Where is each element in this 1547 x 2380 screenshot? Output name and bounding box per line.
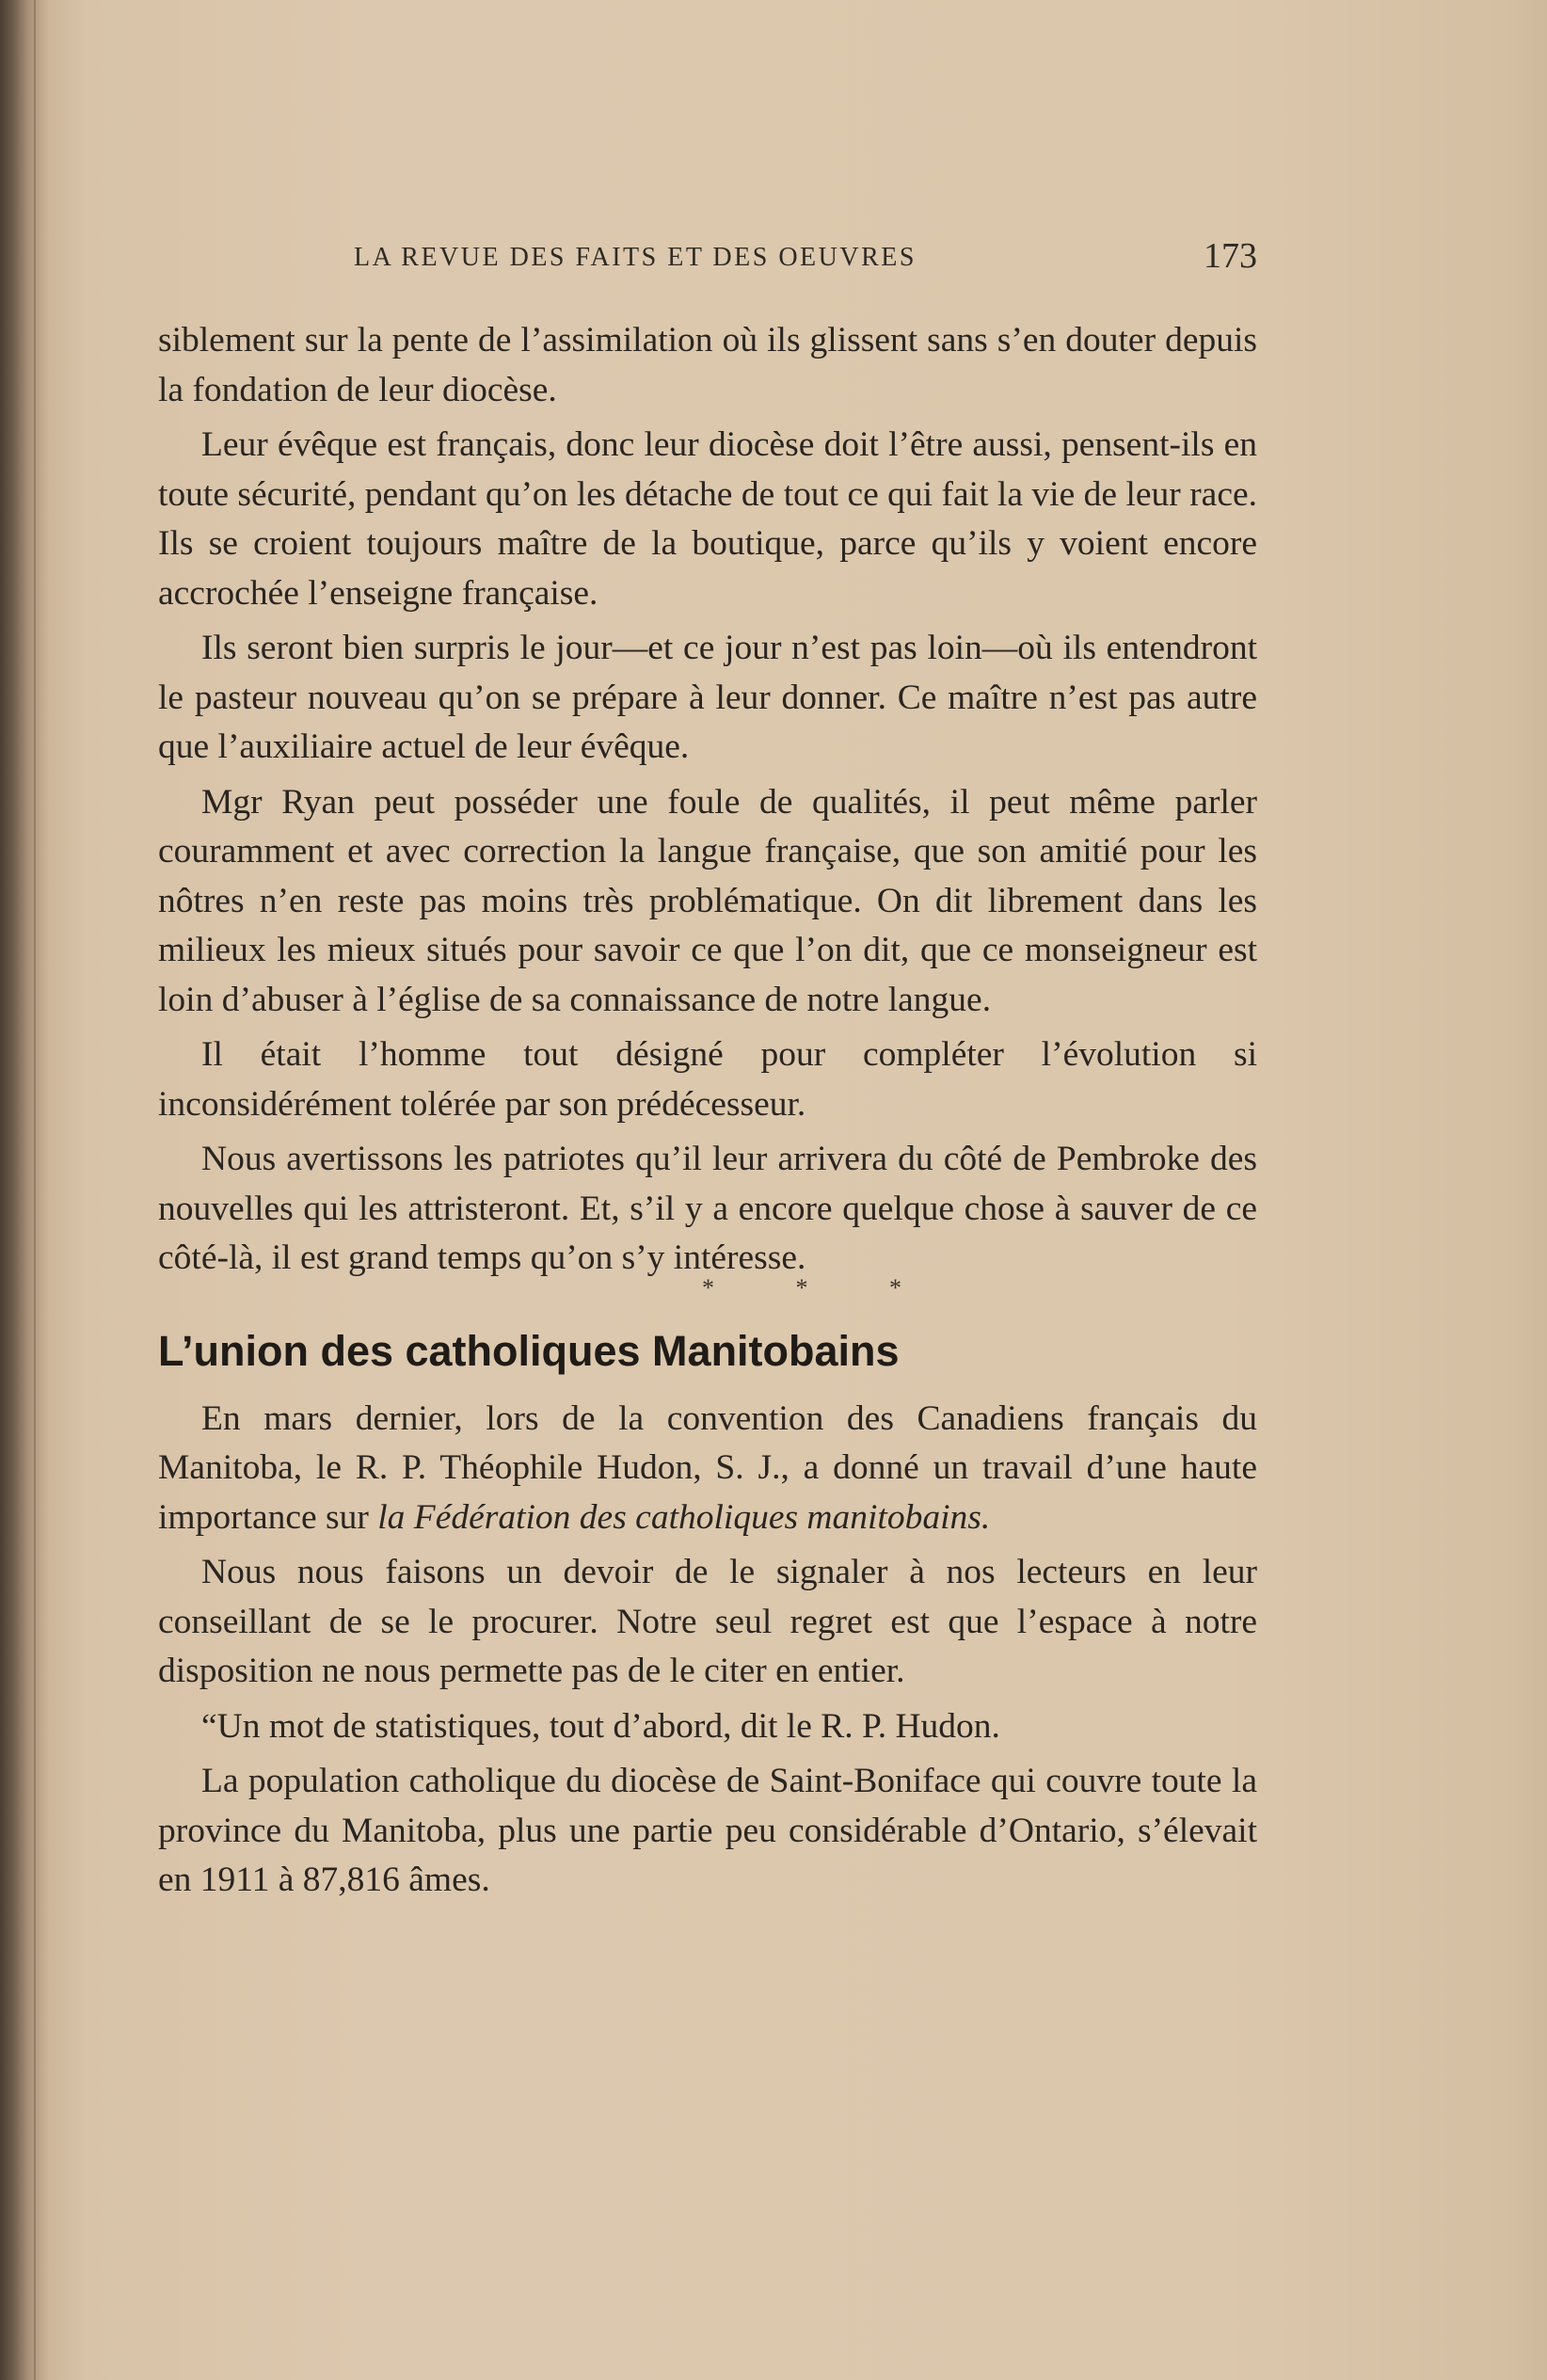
paragraph-text: En mars dernier, lors de la convention des Canadiens français du Manitoba, le R. P. Théophile Hudon, S. J., a donné un travail d’une haute importance sur [158,1398,1257,1537]
binding-shadow [34,0,36,2380]
paragraph: Ils seront bien surpris le jour—et ce jour n’est pas loin—où ils entendront le pasteur nouveau qu’on se prépare à leur donner. Ce maître n’est pas autre que l’auxiliaire actuel de leur évêque. [158,629,1257,766]
publication-title: la Fédération des catholiques manitobains. [377,1497,991,1537]
page-number: 173 [1204,236,1257,276]
paragraph: Mgr Ryan peut posséder une foule de qualités, il peut même parler couramment et avec correction la langue française, que son amitié pour les nôtres n’en reste pas moins très problématique. On dit librement dans les milieux les mieux situés pour savoir ce que l’on dit, que ce monseigneur est loin d’abuser à l’église de sa connaissance de notre langue. [158,782,1257,1019]
paragraph: Nous avertissons les patriotes qu’il leur arrivera du côté de Pembroke des nouvelles qui les attristeront. Et, s’il y a encore quelque chose à sauver de ce côté-là, il est grand temps qu’on s’y intéresse. [158,1140,1257,1277]
section-separator: * * * [702,1273,939,1302]
paragraph [158,1395,1257,1543]
paragraph: Leur évêque est français, donc leur diocèse doit l’être aussi, pensent-ils en toute sécurité, pendant qu’on les détache de tout ce qui fait la vie de leur race. Ils se croient toujours maître de la boutique, parce qu’ils y voient encore accrochée l’enseigne française. [158,425,1257,613]
paragraph: “Un mot de statistiques, tout d’abord, dit le R. P. Hudon. [201,1706,1000,1746]
paragraph: Il était l’homme tout désigné pour compléter l’évolution si inconsidérément tolérée par son prédécesseur. [158,1035,1257,1124]
body-text [158,316,1257,1906]
running-title: LA REVUE DES FAITS ET DES OEUVRES [354,243,917,272]
paragraph: Nous nous faisons un devoir de le signaler à nos lecteurs en leur conseillant de se le procurer. Notre seul regret est que l’espace à notre disposition ne nous permette pas de le citer en entier. [158,1553,1257,1690]
page-header [354,235,1257,282]
paragraph-continuation: siblement sur la pente de l’assimilation où ils glissent sans s’en douter depuis la fondation de leur diocèse. [158,321,1257,409]
paragraph: La population catholique du diocèse de Saint-Boniface qui couvre toute la province du Manitoba, plus une partie peu considérable d’Ontario, s’élevait en 1911 à 87,816 âmes. [158,1762,1257,1899]
section-heading: L’union des catholiques Manitobains [158,1326,900,1375]
